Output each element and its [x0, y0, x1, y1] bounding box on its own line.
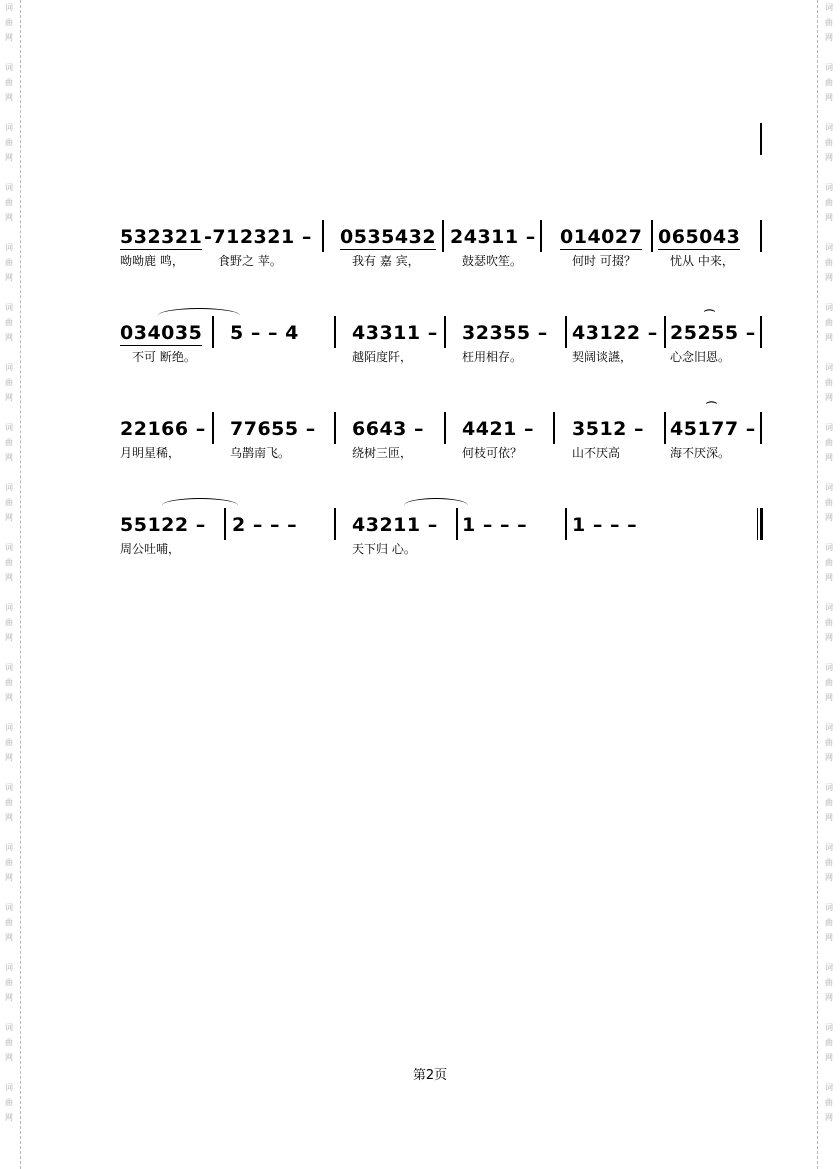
lyrics: 呦呦鹿 鸣， [120, 254, 184, 268]
lyrics: 忧从 中来， [670, 254, 734, 268]
watermark-char: 网 [825, 273, 833, 282]
watermark-logo [822, 1020, 836, 1065]
slur [162, 498, 238, 513]
watermark-char: 词 [825, 603, 833, 612]
watermark-logo [2, 600, 16, 645]
lyrics: 天下归 心。 [352, 542, 416, 556]
watermark-char: 曲 [5, 918, 13, 927]
watermark-char: 词 [825, 963, 833, 972]
watermark-logo [822, 1080, 836, 1125]
watermark-char: 词 [5, 723, 13, 732]
watermark-logo [2, 840, 16, 885]
barline [553, 412, 555, 444]
barline [757, 508, 758, 540]
lyrics: 月明星稀， [120, 446, 181, 460]
barline [651, 220, 653, 252]
notation: 532321 [120, 226, 203, 248]
barline [442, 220, 444, 252]
watermark-char: 曲 [825, 678, 833, 687]
notation: 77655 – [230, 418, 316, 440]
watermark-char: 网 [825, 693, 833, 702]
watermark-char: 词 [825, 1083, 833, 1092]
lyrics: 周公吐哺， [120, 542, 181, 556]
watermark-char: 词 [825, 1023, 833, 1032]
barline [456, 508, 458, 540]
watermark-char: 词 [5, 63, 13, 72]
watermark-char: 网 [825, 93, 833, 102]
watermark-logo [2, 660, 16, 705]
lyrics: 何时 可掇？ [572, 254, 636, 268]
barline [444, 316, 446, 348]
watermark-char: 词 [5, 963, 13, 972]
watermark-char: 网 [825, 873, 833, 882]
fermata-icon: ⌒ [706, 401, 717, 414]
watermark-char: 词 [5, 603, 13, 612]
notation: 32355 – [462, 322, 548, 344]
notation: 43311 – [352, 322, 438, 344]
notation: 43122 – [572, 322, 658, 344]
watermark-logo [2, 720, 16, 765]
watermark-char: 词 [825, 543, 833, 552]
barline [760, 123, 762, 155]
barline [322, 220, 324, 252]
watermark-logo [822, 780, 836, 825]
barline [212, 316, 214, 348]
page-number: 第2页 [412, 1068, 448, 1083]
notation: 1 – – – [462, 514, 528, 536]
watermark-char: 词 [5, 663, 13, 672]
watermark-char: 曲 [825, 738, 833, 747]
watermark-char: 网 [825, 813, 833, 822]
lyrics: 心念旧恩。 [670, 350, 731, 364]
lyrics: 绕树三匝， [352, 446, 413, 460]
watermark-char: 词 [5, 483, 13, 492]
score-row-1 [0, 216, 840, 276]
watermark-char: 曲 [5, 198, 13, 207]
watermark-char: 词 [5, 303, 13, 312]
barline [664, 412, 666, 444]
watermark-char: 网 [5, 153, 13, 162]
barline [565, 316, 567, 348]
watermark-char: 曲 [5, 678, 13, 687]
watermark-char: 曲 [825, 498, 833, 507]
watermark-logo [822, 720, 836, 765]
watermark-logo [822, 120, 836, 165]
watermark-char: 网 [5, 693, 13, 702]
watermark-char: 词 [825, 663, 833, 672]
watermark-char: 词 [5, 903, 13, 912]
watermark-char: 曲 [825, 558, 833, 567]
watermark-logo [2, 60, 16, 105]
watermark-char: 曲 [825, 438, 833, 447]
notation: 014027 [560, 226, 643, 248]
watermark-char: 网 [825, 453, 833, 462]
score-row-4 [0, 504, 840, 564]
watermark-char: 曲 [5, 858, 13, 867]
barline [224, 508, 226, 540]
watermark-char: 词 [5, 783, 13, 792]
watermark-char: 曲 [5, 1098, 13, 1107]
slur [158, 308, 240, 323]
barline [212, 412, 214, 444]
watermark-char: 网 [5, 213, 13, 222]
watermark-char: 网 [5, 1053, 13, 1062]
watermark-char: 网 [825, 933, 833, 942]
right-margin-line [817, 0, 818, 1169]
watermark-char: 曲 [5, 618, 13, 627]
lyrics: 枉用相存。 [462, 350, 523, 364]
watermark-char: 词 [825, 783, 833, 792]
watermark-logo [2, 120, 16, 165]
watermark-char: 词 [825, 63, 833, 72]
watermark-char: 词 [825, 303, 833, 312]
watermark-char: 词 [5, 123, 13, 132]
watermark-char: 词 [5, 3, 13, 12]
barline [444, 412, 446, 444]
watermark-logo [2, 0, 16, 45]
watermark-char: 词 [825, 843, 833, 852]
watermark-char: 曲 [825, 198, 833, 207]
notation: 24311 – [450, 226, 536, 248]
watermark-logo [822, 0, 836, 45]
lyrics: 契阔谈讌， [572, 350, 633, 364]
watermark-logo [2, 1020, 16, 1065]
watermark-char: 网 [5, 393, 13, 402]
watermark-logo [822, 660, 836, 705]
slur [404, 498, 468, 513]
watermark-logo [2, 1080, 16, 1125]
watermark-char: 词 [825, 183, 833, 192]
watermark-char: 网 [5, 33, 13, 42]
watermark-char: 词 [5, 1023, 13, 1032]
watermark-char: 网 [5, 993, 13, 1002]
watermark-char: 网 [5, 453, 13, 462]
watermark-char: 词 [825, 3, 833, 12]
watermark-char: 曲 [5, 1038, 13, 1047]
watermark-char: 曲 [825, 138, 833, 147]
lyrics: 山不厌高 [572, 446, 621, 460]
watermark-char: 词 [5, 543, 13, 552]
watermark-char: 曲 [5, 498, 13, 507]
notation: 25255 – [670, 322, 756, 344]
watermark-char: 曲 [825, 978, 833, 987]
watermark-char: 词 [825, 483, 833, 492]
watermark-char: 曲 [825, 918, 833, 927]
notation: 45177 – [670, 418, 756, 440]
final-barline [760, 508, 763, 540]
watermark-logo [2, 960, 16, 1005]
barline [334, 412, 336, 444]
watermark-char: 网 [825, 573, 833, 582]
watermark-char: 曲 [825, 258, 833, 267]
watermark-char: 词 [5, 363, 13, 372]
barline [760, 316, 762, 348]
barline [334, 316, 336, 348]
watermark-char: 词 [825, 123, 833, 132]
score-row-3 [0, 401, 840, 468]
lyrics: 不可 断绝。 [132, 350, 196, 364]
watermark-char: 网 [825, 333, 833, 342]
watermark-logo [822, 900, 836, 945]
watermark-logo [822, 960, 836, 1005]
barline [760, 412, 762, 444]
watermark-char: 曲 [5, 558, 13, 567]
watermark-char: 词 [825, 903, 833, 912]
watermark-char: 曲 [5, 378, 13, 387]
watermark-char: 网 [5, 753, 13, 762]
watermark-char: 网 [825, 1113, 833, 1122]
watermark-char: 网 [5, 573, 13, 582]
lyrics: 乌鹊南飞。 [230, 446, 291, 460]
watermark-char: 网 [5, 933, 13, 942]
barline [664, 316, 666, 348]
watermark-char: 曲 [5, 138, 13, 147]
watermark-char: 网 [825, 633, 833, 642]
watermark-char: 网 [5, 633, 13, 642]
watermark-char: 网 [5, 93, 13, 102]
notation: 4421 – [462, 418, 534, 440]
barline [760, 220, 762, 252]
notation: 1 – – – [572, 514, 638, 536]
watermark-logo [2, 900, 16, 945]
watermark-char: 网 [825, 513, 833, 522]
watermark-char: 词 [5, 243, 13, 252]
watermark-char: 曲 [825, 1038, 833, 1047]
watermark-char: 网 [825, 393, 833, 402]
watermark-char: 网 [5, 813, 13, 822]
watermark-char: 词 [5, 843, 13, 852]
watermark-logo [822, 840, 836, 885]
notation: 0535432 [340, 226, 437, 248]
lyrics: 鼓瑟吹笙。 [462, 254, 523, 268]
lyrics: 我有 嘉 宾， [352, 254, 420, 268]
watermark-char: 曲 [825, 618, 833, 627]
watermark-char: 曲 [5, 258, 13, 267]
watermark-char: 曲 [5, 78, 13, 87]
watermark-char: 曲 [825, 798, 833, 807]
watermark-char: 网 [825, 1053, 833, 1062]
notation: 5 – – 4 [230, 322, 299, 344]
watermark-char: 曲 [825, 318, 833, 327]
left-margin-line [20, 0, 21, 1169]
watermark-char: 曲 [5, 18, 13, 27]
watermark-char: 词 [5, 1083, 13, 1092]
watermark-char: 词 [5, 183, 13, 192]
watermark-column-left [2, 0, 16, 1169]
watermark-char: 词 [825, 243, 833, 252]
watermark-char: 网 [825, 153, 833, 162]
watermark-char: 网 [825, 33, 833, 42]
watermark-char: 网 [5, 513, 13, 522]
watermark-char: 网 [825, 993, 833, 1002]
watermark-char: 曲 [5, 738, 13, 747]
notation: 034035 [120, 322, 203, 344]
watermark-char: 曲 [825, 18, 833, 27]
lyrics: 越陌度阡， [352, 350, 413, 364]
watermark-logo [822, 60, 836, 105]
notation: 2 – – – [232, 514, 298, 536]
notation: -712321 – [204, 226, 312, 248]
watermark-char: 词 [825, 363, 833, 372]
lyrics: 食野之 苹。 [218, 254, 282, 268]
watermark-column-right [822, 0, 836, 1169]
watermark-char: 网 [5, 873, 13, 882]
watermark-char: 词 [825, 423, 833, 432]
notation: 6643 – [352, 418, 424, 440]
notation: 55122 – [120, 514, 206, 536]
watermark-char: 曲 [5, 318, 13, 327]
watermark-char: 曲 [825, 378, 833, 387]
lyrics: 海不厌深。 [670, 446, 731, 460]
watermark-char: 网 [5, 273, 13, 282]
notation: 22166 – [120, 418, 206, 440]
watermark-char: 网 [825, 753, 833, 762]
watermark-char: 曲 [825, 858, 833, 867]
notation: 43211 – [352, 514, 438, 536]
watermark-char: 网 [5, 1113, 13, 1122]
watermark-char: 曲 [5, 438, 13, 447]
score-row-2 [0, 309, 840, 372]
notation: 065043 [658, 226, 741, 248]
watermark-char: 曲 [825, 78, 833, 87]
watermark-logo [2, 780, 16, 825]
watermark-char: 网 [825, 213, 833, 222]
barline [540, 220, 542, 252]
barline [334, 508, 336, 540]
watermark-logo [822, 600, 836, 645]
watermark-char: 曲 [5, 978, 13, 987]
barline [565, 508, 567, 540]
watermark-char: 曲 [825, 1098, 833, 1107]
watermark-char: 网 [5, 333, 13, 342]
fermata-icon: ⌒ [704, 309, 715, 322]
lyrics: 何枝可依？ [462, 446, 523, 460]
watermark-char: 曲 [5, 798, 13, 807]
watermark-char: 词 [5, 423, 13, 432]
notation: 3512 – [572, 418, 644, 440]
watermark-char: 词 [825, 723, 833, 732]
